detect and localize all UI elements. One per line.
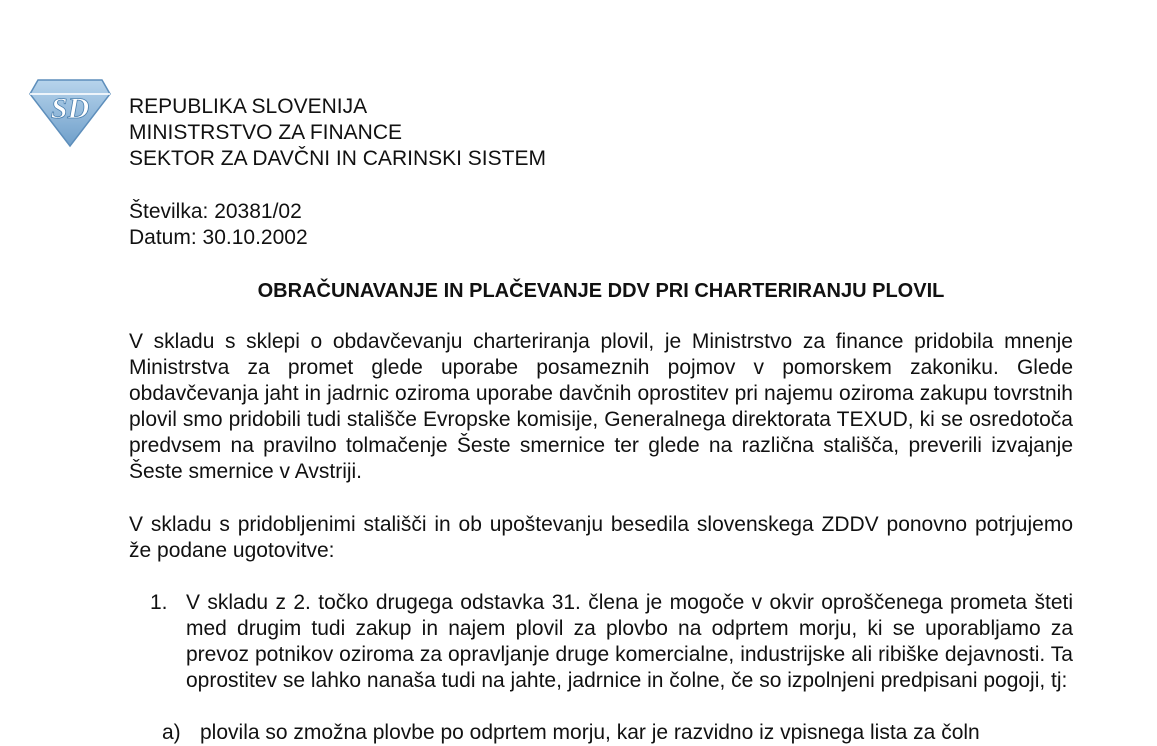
header-sector: SEKTOR ZA DAVČNI IN CARINSKI SISTEM: [129, 147, 546, 170]
ministry-logo-icon: [28, 76, 112, 148]
list-item-number: 1.: [150, 591, 168, 614]
ministry-header: [129, 94, 546, 172]
list-item-text: V skladu z 2. točko drugega odstavka 31. člena je mogoče v okvir oproščenega prometa šteti med drugim tudi zakup in najem plovil za plovbo na odprtem morju, ki se uporabljamo za prevoz potnikov oziroma za opravljanje druge komercialne, industrijske ali ribiške dejavnosti. Ta oprostitev se lahko nanaša tudi na jahte, jadrnice in čolne, če so izpolnjeni predpisani pogoji, tj:: [186, 591, 1073, 692]
document-meta: [129, 199, 308, 251]
sub-list-item-letter: a): [162, 721, 181, 744]
document-date: Datum: 30.10.2002: [129, 226, 308, 249]
document-number: Številka: 20381/02: [129, 200, 302, 223]
paragraph-confirmation: V skladu s pridobljenimi stališči in ob upoštevanju besedila slovenskega ZDDV ponovno potrjujemo že podane ugotovitve:: [129, 513, 1073, 562]
svg-text:SD: SD: [50, 92, 90, 125]
document-title: OBRAČUNAVANJE IN PLAČEVANJE DDV PRI CHARTERIRANJU PLOVIL: [257, 280, 945, 302]
header-country: REPUBLIKA SLOVENIJA: [129, 95, 368, 118]
sub-list-item-text: plovila so zmožna plovbe po odprtem morju, kar je razvidno iz vpisnega lista za čoln: [200, 721, 980, 744]
paragraph-intro: V skladu s sklepi o obdavčevanju charteriranja plovil, je Ministrstvo za finance pridobila mnenje Ministrstva za promet glede uporabe posameznih pojmov v pomorskem zakoniku. Glede obdavčevanja jaht in jadrnic oziroma uporabe davčnih oprostitev pri najemu oziroma zakupu tovrstnih plovil smo pridobili tudi stališče Evropske komisije, Generalnega direktorata TEXUD, ki se osredotoča predvsem na pravilno tolmačenje Šeste smernice ter glede na različna stališča, preverili izvajanje Šeste smernice v Avstriji.: [129, 330, 1073, 483]
header-ministry: MINISTRSTVO ZA FINANCE: [129, 121, 403, 144]
